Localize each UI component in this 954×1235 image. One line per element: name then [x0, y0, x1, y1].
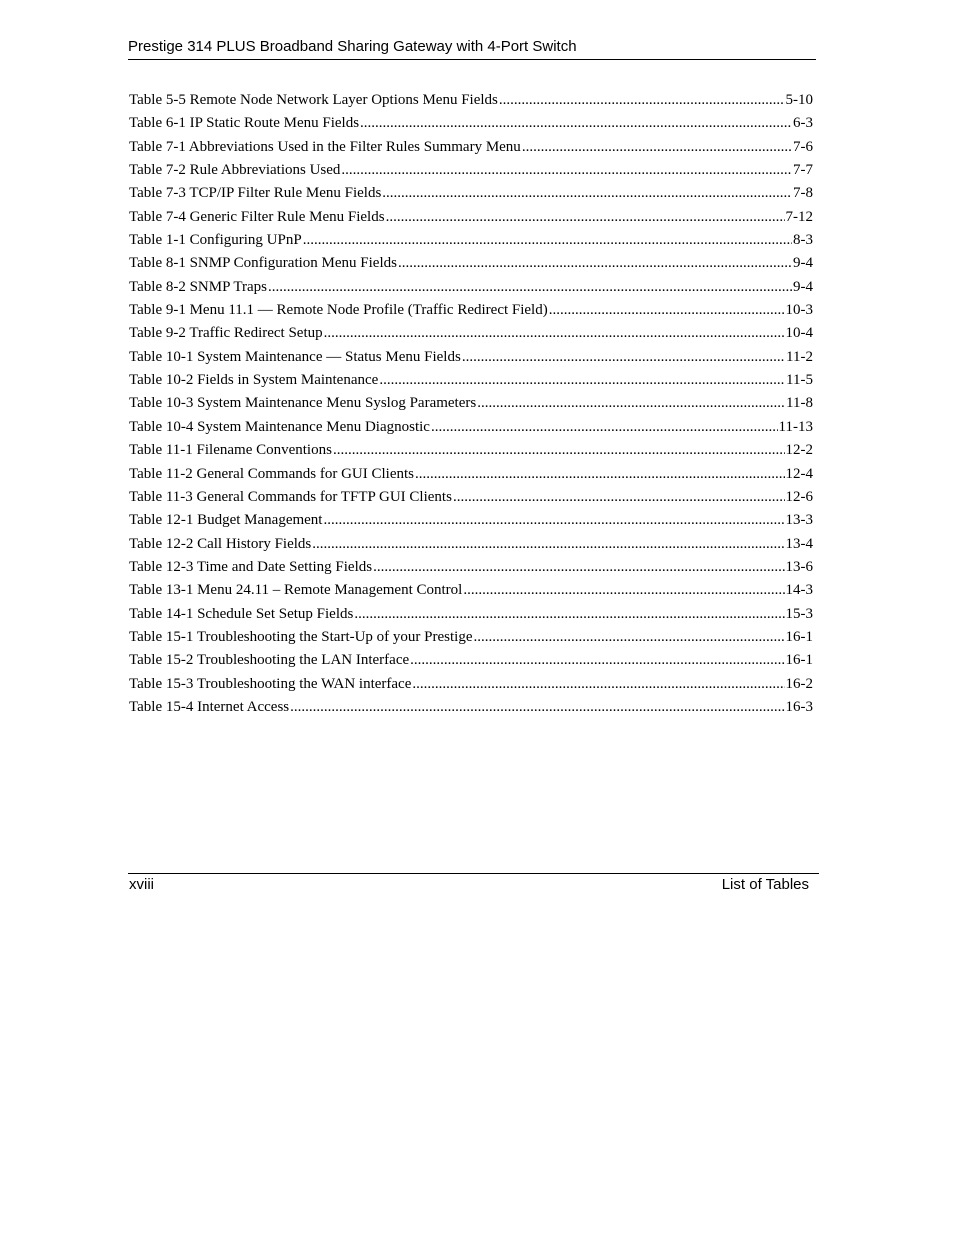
- toc-entry[interactable]: [129, 696, 813, 719]
- toc-entry-page: 7-8: [793, 185, 813, 202]
- toc-dot-leader: [549, 299, 785, 322]
- toc-entry-title: Table 10-4 System Maintenance Menu Diagnostic: [129, 418, 430, 435]
- toc-dot-leader: [333, 439, 785, 462]
- document-title: Prestige 314 PLUS Broadband Sharing Gateway with 4-Port Switch: [128, 38, 577, 55]
- footer-page-number: xviii: [129, 876, 154, 893]
- toc-entry-title: Table 12-2 Call History Fields: [129, 535, 312, 552]
- toc-entry-page: 11-8: [786, 395, 813, 412]
- toc-entry[interactable]: [129, 136, 813, 159]
- footer-section-title: List of Tables: [721, 876, 809, 893]
- toc-entry-page: 7-7: [793, 162, 813, 179]
- toc-dot-leader: [382, 182, 792, 205]
- toc-dot-leader: [398, 252, 792, 275]
- toc-entry-page: 7-12: [785, 208, 813, 225]
- toc-dot-leader: [410, 649, 784, 672]
- toc-entry-title: Table 7-2 Rule Abbreviations Used: [129, 162, 341, 179]
- toc-entry[interactable]: [129, 182, 813, 205]
- toc-entry-title: Table 8-2 SNMP Traps: [129, 278, 267, 295]
- toc-dot-leader: [522, 136, 792, 159]
- toc-entry[interactable]: [129, 673, 813, 696]
- toc-entry-page: 13-6: [785, 558, 813, 575]
- toc-dot-leader: [453, 486, 785, 509]
- toc-entry[interactable]: [129, 416, 813, 439]
- toc-entry[interactable]: [129, 439, 813, 462]
- toc-entry-title: Table 11-3 General Commands for TFTP GUI Clients: [129, 488, 452, 505]
- toc-dot-leader: [462, 346, 785, 369]
- toc-dot-leader: [415, 463, 785, 486]
- toc-entry-page: 11-2: [786, 348, 813, 365]
- toc-entry-page: 12-4: [785, 465, 813, 482]
- toc-dot-leader: [323, 509, 784, 532]
- toc-entry-title: Table 1-1 Configuring UPnP: [129, 232, 302, 249]
- toc-entry-page: 16-2: [785, 675, 813, 692]
- toc-entry-page: 10-3: [785, 302, 813, 319]
- toc-entry-page: 11-13: [778, 418, 813, 435]
- toc-entry[interactable]: [129, 89, 813, 112]
- toc-dot-leader: [499, 89, 785, 112]
- toc-entry-page: 16-3: [785, 698, 813, 715]
- toc-entry[interactable]: [129, 649, 813, 672]
- toc-entry-title: Table 13-1 Menu 24.11 – Remote Management Control: [129, 582, 463, 599]
- toc-entry-page: 11-5: [786, 372, 813, 389]
- toc-entry-title: Table 7-3 TCP/IP Filter Rule Menu Fields: [129, 185, 382, 202]
- toc-entry-title: Table 15-4 Internet Access: [129, 698, 290, 715]
- toc-entry[interactable]: [129, 229, 813, 252]
- toc-entry[interactable]: [129, 252, 813, 275]
- toc-entry-page: 14-3: [785, 582, 813, 599]
- toc-entry-title: Table 12-1 Budget Management: [129, 512, 323, 529]
- toc-dot-leader: [341, 159, 792, 182]
- toc-dot-leader: [354, 603, 784, 626]
- toc-dot-leader: [463, 579, 784, 602]
- toc-entry[interactable]: [129, 626, 813, 649]
- toc-entry[interactable]: [129, 556, 813, 579]
- toc-dot-leader: [474, 626, 785, 649]
- toc-entry-page: 10-4: [785, 325, 813, 342]
- toc-entry-page: 5-10: [785, 92, 813, 108]
- toc-entry-page: 13-3: [785, 512, 813, 529]
- toc-entry[interactable]: [129, 299, 813, 322]
- toc-dot-leader: [373, 556, 784, 579]
- toc-entry-title: Table 15-3 Troubleshooting the WAN interface: [129, 675, 412, 692]
- toc-entry-page: 12-2: [785, 442, 813, 459]
- toc-dot-leader: [324, 322, 785, 345]
- toc-entry[interactable]: [129, 392, 813, 415]
- toc-dot-leader: [379, 369, 785, 392]
- toc-entry[interactable]: [129, 533, 813, 556]
- toc-entry[interactable]: [129, 463, 813, 486]
- page-header: [128, 37, 816, 60]
- toc-dot-leader: [360, 112, 792, 135]
- toc-entry-title: Table 7-1 Abbreviations Used in the Filter Rules Summary Menu: [129, 138, 521, 155]
- toc-entry-title: Table 11-1 Filename Conventions: [129, 442, 332, 459]
- toc-entry-title: Table 15-1 Troubleshooting the Start-Up of your Prestige: [129, 628, 473, 645]
- toc-entry-page: 9-4: [793, 278, 813, 295]
- toc-entry-title: Table 9-2 Traffic Redirect Setup: [129, 325, 323, 342]
- toc-entry-title: Table 8-1 SNMP Configuration Menu Fields: [129, 255, 397, 272]
- toc-entry[interactable]: [129, 346, 813, 369]
- toc-dot-leader: [431, 416, 778, 439]
- list-of-tables: [129, 89, 813, 719]
- toc-entry-title: Table 7-4 Generic Filter Rule Menu Fields: [129, 208, 385, 225]
- toc-dot-leader: [477, 392, 785, 415]
- toc-entry-page: 13-4: [785, 535, 813, 552]
- toc-dot-leader: [386, 206, 785, 229]
- toc-entry-title: Table 9-1 Menu 11.1 — Remote Node Profile (Traffic Redirect Field): [129, 302, 548, 319]
- toc-entry-page: 9-4: [793, 255, 813, 272]
- toc-entry[interactable]: [129, 509, 813, 532]
- toc-entry-title: Table 5-5 Remote Node Network Layer Options Menu Fields: [129, 92, 498, 108]
- toc-entry-title: Table 14-1 Schedule Set Setup Fields: [129, 605, 354, 622]
- toc-entry[interactable]: [129, 322, 813, 345]
- toc-dot-leader: [412, 673, 784, 696]
- toc-entry-title: Table 10-1 System Maintenance — Status Menu Fields: [129, 348, 461, 365]
- toc-dot-leader: [268, 276, 792, 299]
- toc-entry-page: 7-6: [793, 138, 813, 155]
- footer-divider: [128, 873, 819, 874]
- toc-entry[interactable]: [129, 486, 813, 509]
- toc-entry-page: 16-1: [785, 652, 813, 669]
- toc-entry-title: Table 10-2 Fields in System Maintenance: [129, 372, 379, 389]
- toc-dot-leader: [303, 229, 792, 252]
- toc-entry[interactable]: [129, 369, 813, 392]
- toc-entry[interactable]: [129, 276, 813, 299]
- toc-entry-title: Table 10-3 System Maintenance Menu Syslog Parameters: [129, 395, 477, 412]
- toc-entry-title: Table 12-3 Time and Date Setting Fields: [129, 558, 373, 575]
- toc-dot-leader: [312, 533, 784, 556]
- toc-entry[interactable]: [129, 159, 813, 182]
- toc-entry[interactable]: [129, 579, 813, 602]
- toc-entry-title: Table 6-1 IP Static Route Menu Fields: [129, 115, 360, 132]
- toc-entry[interactable]: [129, 112, 813, 135]
- toc-entry-title: Table 11-2 General Commands for GUI Clients: [129, 465, 414, 482]
- toc-entry-page: 15-3: [785, 605, 813, 622]
- toc-entry-page: 6-3: [793, 115, 813, 132]
- toc-entry-title: Table 15-2 Troubleshooting the LAN Interface: [129, 652, 410, 669]
- toc-entry-page: 8-3: [793, 232, 813, 249]
- toc-entry-page: 16-1: [785, 628, 813, 645]
- toc-entry[interactable]: [129, 603, 813, 626]
- toc-dot-leader: [290, 696, 784, 719]
- toc-entry-page: 12-6: [785, 488, 813, 505]
- toc-entry[interactable]: [129, 206, 813, 229]
